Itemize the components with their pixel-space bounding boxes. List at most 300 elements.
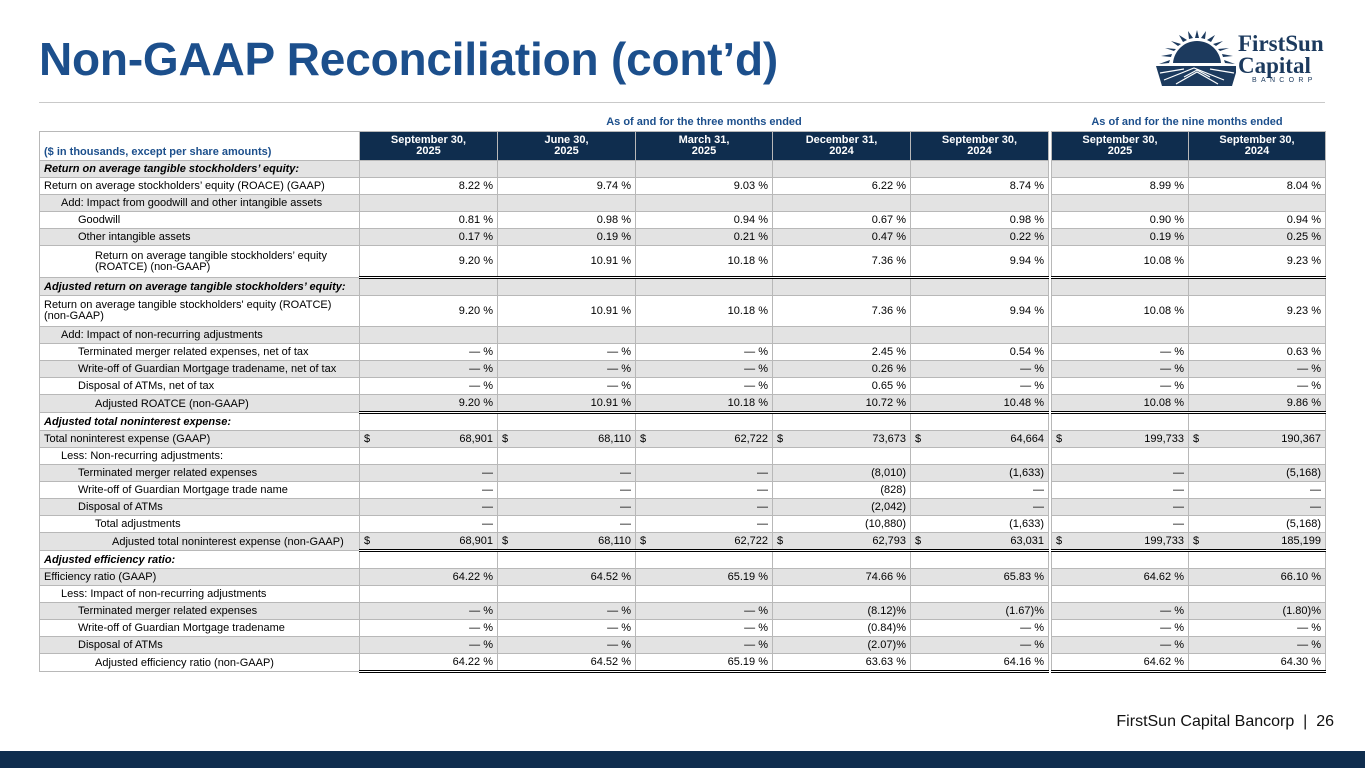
cell-value: 10.08 % [1052, 246, 1189, 278]
cell-value: (1,633) [911, 465, 1049, 482]
cell-value: 185,199 [1281, 535, 1321, 547]
cell-value: — % [1189, 378, 1326, 395]
cell-value: — % [498, 361, 636, 378]
cell-value: — % [636, 361, 773, 378]
cell-value [911, 551, 1049, 569]
cell-value: — % [911, 620, 1049, 637]
currency-cell-content [1052, 433, 1188, 445]
table-row [40, 569, 1326, 586]
cell-value: 73,673 [872, 433, 906, 445]
cell-value: 0.94 % [1189, 212, 1326, 229]
row-label: Other intangible assets [40, 229, 360, 246]
row-label: Adjusted total noninterest expense (non-GAAP) [40, 533, 360, 551]
currency-cell-content [911, 535, 1048, 547]
cell-value: — [1052, 499, 1189, 516]
table-row [40, 395, 1326, 413]
cell-value [773, 586, 911, 603]
cell-value: 65.83 % [911, 569, 1049, 586]
row-label: Return on average tangible stockholders’ equity: [40, 161, 360, 178]
cell-value: — % [1052, 344, 1189, 361]
row-label: Adjusted efficiency ratio: [40, 551, 360, 569]
cell-value: (0.84)% [773, 620, 911, 637]
row-label: Goodwill [40, 212, 360, 229]
currency-cell [1052, 533, 1189, 551]
cell-value: — [360, 516, 498, 533]
table-row [40, 344, 1326, 361]
table-row [40, 465, 1326, 482]
section-header-row [40, 161, 1326, 178]
cell-value [1052, 586, 1189, 603]
currency-symbol: $ [915, 433, 922, 445]
cell-value: — [636, 482, 773, 499]
cell-value [1189, 448, 1326, 465]
cell-value: 2.45 % [773, 344, 911, 361]
cell-value [1189, 551, 1326, 569]
cell-value: 10.48 % [911, 395, 1049, 413]
cell-value: 68,901 [459, 433, 493, 445]
currency-cell [773, 431, 911, 448]
cell-value: 0.63 % [1189, 344, 1326, 361]
cell-value: — [636, 499, 773, 516]
cell-value: (1,633) [911, 516, 1049, 533]
row-label: Return on average stockholders’ equity (ROACE) (GAAP) [40, 178, 360, 195]
cell-value: — % [911, 361, 1049, 378]
currency-cell-content [360, 433, 497, 445]
column-header [498, 132, 636, 161]
cell-value: 0.22 % [911, 229, 1049, 246]
currency-cell-content [773, 433, 910, 445]
cell-value: — % [1052, 620, 1189, 637]
cell-value [911, 448, 1049, 465]
cell-value: 68,110 [598, 433, 631, 445]
currency-cell-content [636, 433, 772, 445]
cell-value: 0.81 % [360, 212, 498, 229]
currency-cell-content [773, 535, 910, 547]
cell-value: (10,880) [773, 516, 911, 533]
cell-value [1189, 413, 1326, 431]
row-label: Disposal of ATMs, net of tax [40, 378, 360, 395]
cell-value: 10.91 % [498, 296, 636, 327]
cell-value: — % [1189, 637, 1326, 654]
currency-symbol: $ [777, 433, 784, 445]
cell-value: 10.18 % [636, 246, 773, 278]
cell-value [498, 551, 636, 569]
cell-value: (8.12)% [773, 603, 911, 620]
cell-value: — % [636, 620, 773, 637]
column-header-line1: September 30, [1082, 134, 1158, 146]
cell-value: 9.74 % [498, 178, 636, 195]
cell-value: — % [360, 344, 498, 361]
cell-value [1189, 195, 1326, 212]
cell-value [773, 278, 911, 296]
cell-value: (5,168) [1189, 465, 1326, 482]
cell-value [498, 327, 636, 344]
column-header [1189, 132, 1326, 161]
cell-value: 9.20 % [360, 395, 498, 413]
cell-value: 190,367 [1281, 433, 1321, 445]
cell-value: — % [360, 378, 498, 395]
cell-value: 64.62 % [1052, 654, 1189, 672]
cell-value: (5,168) [1189, 516, 1326, 533]
row-label: Write-off of Guardian Mortgage tradename [40, 620, 360, 637]
cell-value: 0.26 % [773, 361, 911, 378]
row-label: Less: Impact of non-recurring adjustments [40, 586, 360, 603]
table-row [40, 637, 1326, 654]
cell-value: — % [636, 603, 773, 620]
cell-value: 10.72 % [773, 395, 911, 413]
cell-value [773, 413, 911, 431]
cell-value: — % [498, 378, 636, 395]
cell-value [1189, 327, 1326, 344]
cell-value: — % [1052, 637, 1189, 654]
cell-value [1052, 551, 1189, 569]
cell-value: 199,733 [1144, 535, 1184, 547]
cell-value: 10.91 % [498, 395, 636, 413]
section-header-row [40, 413, 1326, 431]
footer-company: FirstSun Capital Bancorp [1116, 713, 1295, 730]
currency-cell [1189, 431, 1326, 448]
currency-symbol: $ [640, 535, 647, 547]
column-header-line1: September 30, [1219, 134, 1295, 146]
cell-value: 63.63 % [773, 654, 911, 672]
currency-cell-content [636, 535, 772, 547]
title-divider [39, 102, 1325, 103]
cell-value: 10.08 % [1052, 296, 1189, 327]
row-label: Adjusted total noninterest expense: [40, 413, 360, 431]
cell-value [1052, 327, 1189, 344]
cell-value [911, 278, 1049, 296]
cell-value: 65.19 % [636, 569, 773, 586]
cell-value: 74.66 % [773, 569, 911, 586]
cell-value [1052, 413, 1189, 431]
cell-value [360, 586, 498, 603]
cell-value: 6.22 % [773, 178, 911, 195]
cell-value: — [1052, 465, 1189, 482]
cell-value: 64.22 % [360, 654, 498, 672]
currency-cell-content [1052, 535, 1188, 547]
cell-value: — [911, 499, 1049, 516]
cell-value: 0.25 % [1189, 229, 1326, 246]
cell-value: — % [636, 344, 773, 361]
cell-value [911, 161, 1049, 178]
currency-cell-content [360, 535, 497, 547]
cell-value: 0.19 % [1052, 229, 1189, 246]
cell-value [498, 586, 636, 603]
three-months-header: As of and for the three months ended [606, 116, 802, 128]
row-label: Terminated merger related expenses [40, 603, 360, 620]
row-label: Add: Impact of non-recurring adjustments [40, 327, 360, 344]
cell-value: — % [360, 603, 498, 620]
cell-value: — [498, 482, 636, 499]
cell-value [498, 161, 636, 178]
cell-value: — % [498, 620, 636, 637]
cell-value: 64,664 [1010, 433, 1044, 445]
column-header-line1: September 30, [941, 134, 1018, 146]
cell-value [636, 161, 773, 178]
table-header-row [40, 132, 1326, 161]
row-label: Return on average tangible stockholders’ equity (ROATCE) (non-GAAP) [40, 246, 360, 278]
column-header-line2: 2025 [554, 145, 579, 157]
cell-value: 68,901 [459, 535, 493, 547]
footer-separator: | [1303, 713, 1308, 730]
row-label: Total noninterest expense (GAAP) [40, 431, 360, 448]
cell-value: 0.67 % [773, 212, 911, 229]
table-row [40, 482, 1326, 499]
footer-bar [0, 751, 1365, 768]
cell-value: 64.62 % [1052, 569, 1189, 586]
cell-value: 62,722 [734, 433, 768, 445]
currency-symbol: $ [502, 535, 509, 547]
cell-value: 7.36 % [773, 296, 911, 327]
cell-value: (8,010) [773, 465, 911, 482]
cell-value: 64.22 % [360, 569, 498, 586]
cell-value: — % [1189, 361, 1326, 378]
row-label: Terminated merger related expenses [40, 465, 360, 482]
cell-value: 65.19 % [636, 654, 773, 672]
cell-value: — % [636, 378, 773, 395]
cell-value [911, 195, 1049, 212]
cell-value [636, 195, 773, 212]
cell-value: 0.47 % [773, 229, 911, 246]
row-label: Terminated merger related expenses, net of tax [40, 344, 360, 361]
cell-value [773, 195, 911, 212]
cell-value: — [498, 465, 636, 482]
table-row [40, 212, 1326, 229]
cell-value: 63,031 [1010, 535, 1044, 547]
cell-value: — [498, 499, 636, 516]
table-row [40, 178, 1326, 195]
currency-cell [636, 431, 773, 448]
cell-value: (1.67)% [911, 603, 1049, 620]
table-row [40, 431, 1326, 448]
cell-value [1052, 161, 1189, 178]
cell-value: 8.74 % [911, 178, 1049, 195]
cell-value [360, 161, 498, 178]
currency-symbol: $ [777, 535, 784, 547]
column-header-line1: March 31, [678, 134, 730, 146]
cell-value [636, 327, 773, 344]
cell-value: — [1052, 482, 1189, 499]
row-label: Return on average tangible stockholders' equity (ROATCE) (non-GAAP) [40, 296, 360, 327]
nine-months-header: As of and for the nine months ended [1091, 116, 1283, 128]
cell-value: 9.20 % [360, 246, 498, 278]
cell-value: 10.18 % [636, 395, 773, 413]
cell-value: — [636, 516, 773, 533]
table-row [40, 246, 1326, 278]
cell-value: — % [360, 620, 498, 637]
cell-value: 9.94 % [911, 246, 1049, 278]
cell-value: 64.52 % [498, 654, 636, 672]
cell-value: — % [1052, 603, 1189, 620]
column-header-line2: 2024 [829, 145, 854, 157]
currency-symbol: $ [640, 433, 647, 445]
cell-value: 0.54 % [911, 344, 1049, 361]
row-label: Less: Non-recurring adjustments: [40, 448, 360, 465]
cell-value: 7.36 % [773, 246, 911, 278]
column-header [911, 132, 1049, 161]
row-label: Write-off of Guardian Mortgage trade name [40, 482, 360, 499]
currency-symbol: $ [364, 535, 371, 547]
column-header [360, 132, 498, 161]
logo-line1: FirstSun [1238, 31, 1324, 56]
cell-value [773, 161, 911, 178]
cell-value [498, 278, 636, 296]
cell-value: 9.23 % [1189, 246, 1326, 278]
cell-value: — % [498, 344, 636, 361]
currency-cell [773, 533, 911, 551]
column-header-line2: 2025 [691, 145, 717, 157]
cell-value [498, 413, 636, 431]
cell-value: — % [360, 361, 498, 378]
cell-value: 64.52 % [498, 569, 636, 586]
cell-value: — [1052, 516, 1189, 533]
cell-value: 9.86 % [1189, 395, 1326, 413]
currency-cell [360, 533, 498, 551]
currency-cell [498, 533, 636, 551]
column-header-line1: December 31, [805, 134, 878, 146]
cell-value: 0.90 % [1052, 212, 1189, 229]
cell-value [1052, 278, 1189, 296]
cell-value: 199,733 [1144, 433, 1184, 445]
currency-cell [498, 431, 636, 448]
table-row [40, 654, 1326, 672]
cell-value [360, 278, 498, 296]
cell-value [360, 413, 498, 431]
cell-value [1189, 161, 1326, 178]
cell-value: — % [911, 378, 1049, 395]
section-header-row [40, 551, 1326, 569]
cell-value: 9.94 % [911, 296, 1049, 327]
sunburst-logo-icon [1154, 30, 1236, 88]
currency-cell-content [911, 433, 1048, 445]
cell-value: (1.80)% [1189, 603, 1326, 620]
cell-value: — % [1189, 620, 1326, 637]
cell-value: 62,793 [872, 535, 906, 547]
cell-value: — % [1052, 378, 1189, 395]
cell-value: 0.17 % [360, 229, 498, 246]
cell-value: — % [911, 637, 1049, 654]
cell-value: 0.94 % [636, 212, 773, 229]
cell-value [1052, 448, 1189, 465]
currency-cell-content [1189, 433, 1325, 445]
cell-value: (828) [773, 482, 911, 499]
cell-value [911, 413, 1049, 431]
cell-value: 8.22 % [360, 178, 498, 195]
cell-value: 0.21 % [636, 229, 773, 246]
row-label: Disposal of ATMs [40, 499, 360, 516]
cell-value: — % [1052, 361, 1189, 378]
cell-value [911, 327, 1049, 344]
cell-value: — % [636, 637, 773, 654]
cell-value: (2.07)% [773, 637, 911, 654]
table-row [40, 296, 1326, 327]
table-row [40, 620, 1326, 637]
column-header-line2: 2025 [1107, 145, 1133, 157]
reconciliation-table [39, 131, 1326, 673]
cell-value [911, 586, 1049, 603]
table-row [40, 327, 1326, 344]
currency-cell [1189, 533, 1326, 551]
cell-value [498, 448, 636, 465]
cell-value: — [636, 465, 773, 482]
cell-value: 9.23 % [1189, 296, 1326, 327]
cell-value [636, 278, 773, 296]
cell-value [636, 551, 773, 569]
cell-value [1189, 586, 1326, 603]
currency-cell-content [498, 535, 635, 547]
cell-value: — [1189, 482, 1326, 499]
cell-value: 62,722 [734, 535, 768, 547]
column-header-line1: September 30, [390, 134, 467, 146]
cell-value: — [360, 465, 498, 482]
table-row [40, 195, 1326, 212]
label-column-header: ($ in thousands, except per share amounts) [40, 132, 360, 161]
row-label: Disposal of ATMs [40, 637, 360, 654]
cell-value: (2,042) [773, 499, 911, 516]
currency-cell [360, 431, 498, 448]
cell-value [498, 195, 636, 212]
cell-value: 64.30 % [1189, 654, 1326, 672]
cell-value: 10.91 % [498, 246, 636, 278]
company-logo [1150, 28, 1335, 90]
cell-value [360, 327, 498, 344]
currency-cell [1052, 431, 1189, 448]
cell-value: 10.08 % [1052, 395, 1189, 413]
cell-value [360, 551, 498, 569]
cell-value: — [498, 516, 636, 533]
table-row [40, 378, 1326, 395]
cell-value: 68,110 [598, 535, 631, 547]
cell-value [636, 448, 773, 465]
row-label: Write-off of Guardian Mortgage tradename, net of tax [40, 361, 360, 378]
currency-symbol: $ [915, 535, 922, 547]
cell-value: — [1189, 499, 1326, 516]
currency-cell [911, 431, 1049, 448]
logo-line2: Capital [1238, 53, 1311, 78]
logo-line3: BANCORP [1252, 77, 1317, 84]
table-row [40, 361, 1326, 378]
column-header-line2: 2025 [416, 145, 441, 157]
cell-value [773, 551, 911, 569]
cell-value: 0.98 % [498, 212, 636, 229]
cell-value: 64.16 % [911, 654, 1049, 672]
currency-symbol: $ [502, 433, 509, 445]
column-header-line1: June 30, [544, 134, 589, 146]
cell-value [1189, 278, 1326, 296]
row-label: Adjusted ROATCE (non-GAAP) [40, 395, 360, 413]
cell-value [636, 413, 773, 431]
column-header-line2: 2024 [1244, 145, 1270, 157]
section-header-row [40, 278, 1326, 296]
table-row [40, 516, 1326, 533]
currency-cell-content [1189, 535, 1325, 547]
column-header [1052, 132, 1189, 161]
cell-value: 0.98 % [911, 212, 1049, 229]
table-row [40, 603, 1326, 620]
cell-value: 8.04 % [1189, 178, 1326, 195]
cell-value [636, 586, 773, 603]
currency-symbol: $ [1056, 433, 1063, 445]
column-header [636, 132, 773, 161]
currency-cell [636, 533, 773, 551]
column-header-line2: 2024 [967, 145, 992, 157]
row-label: Total adjustments [40, 516, 360, 533]
table-row [40, 448, 1326, 465]
table-row [40, 229, 1326, 246]
cell-value: — % [498, 637, 636, 654]
cell-value [773, 327, 911, 344]
cell-value: — [360, 499, 498, 516]
